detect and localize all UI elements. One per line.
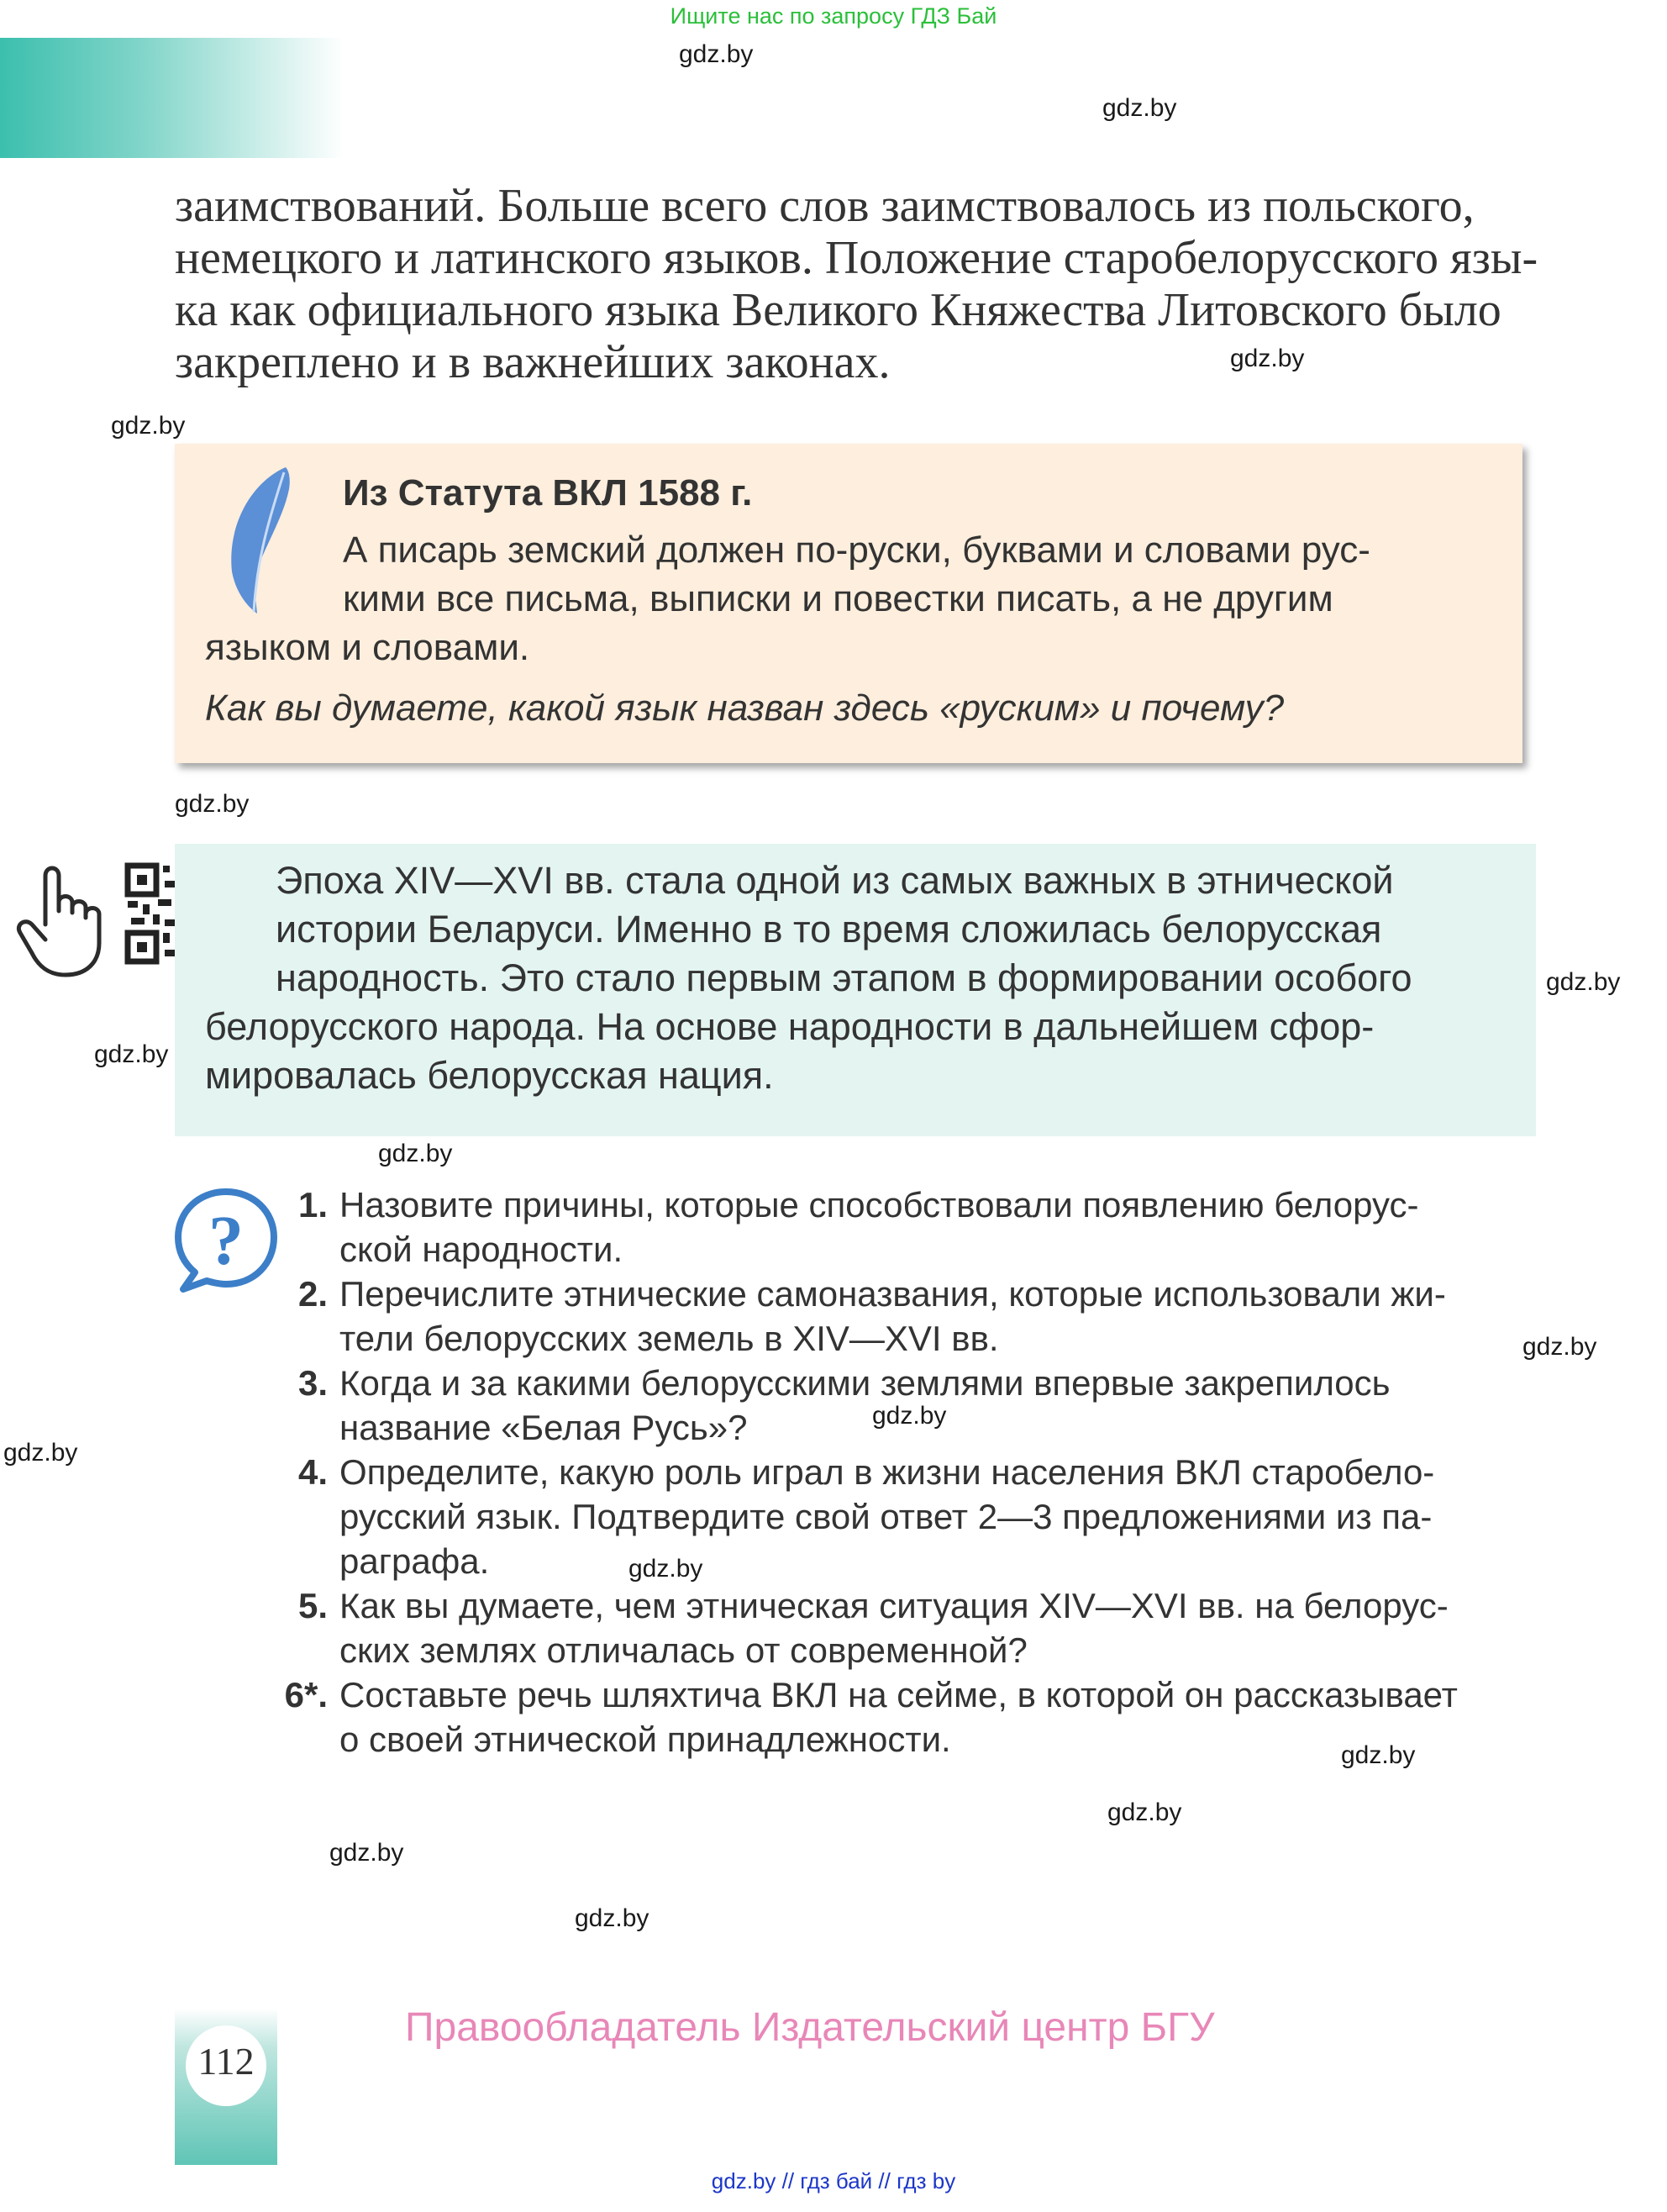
watermark: gdz.by xyxy=(1102,94,1177,122)
search-hint: Ищите нас по запросу ГДЗ Бай xyxy=(670,3,997,29)
question-line: тели белорусских земель в XIV—XVI вв. xyxy=(339,1319,999,1358)
question-bubble-icon xyxy=(173,1187,279,1293)
statute-line: кими все письма, выписки и повестки писать, а не другим xyxy=(343,578,1333,619)
question-line: Как вы думаете, чем этническая ситуация XIV—XVI вв. на белорус- xyxy=(339,1586,1449,1625)
corner-decoration xyxy=(0,38,344,158)
question-line: ских землях отличалась от современной? xyxy=(339,1630,1028,1670)
watermark: gdz.by xyxy=(1230,345,1305,372)
question-line: русский язык. Подтвердите свой ответ 2—3 предложениями из па- xyxy=(339,1497,1433,1536)
question-line: Перечислите этнические самоназвания, которые использовали жи- xyxy=(339,1274,1446,1314)
quill-icon xyxy=(220,464,296,617)
watermark: gdz.by xyxy=(378,1140,453,1167)
question-line: ской народности. xyxy=(339,1230,623,1269)
statute-question: Как вы думаете, какой язык назван здесь «руским» и почему? xyxy=(205,687,1285,729)
intro-line: закреплено и в важнейших законах. xyxy=(175,336,891,388)
intro-line: заимствований. Больше всего слов заимствовалось из польского, xyxy=(175,180,1475,232)
svg-text:?: ? xyxy=(208,1202,244,1280)
watermark: gdz.by xyxy=(679,40,754,68)
question-number: 2. xyxy=(297,1274,328,1314)
watermark: gdz.by xyxy=(3,1439,78,1467)
question-line: Назовите причины, которые способствовали появлению белорус- xyxy=(339,1185,1419,1224)
question-line: раграфа. xyxy=(339,1541,490,1581)
intro-line: ка как официального языка Великого Княжества Литовского было xyxy=(175,284,1501,336)
question-number: 4. xyxy=(297,1452,328,1492)
epoch-line: мировалась белорусская нация. xyxy=(205,1054,774,1097)
epoch-line: белорусского народа. На основе народности в дальнейшем сфор- xyxy=(205,1005,1375,1048)
watermark: gdz.by xyxy=(94,1040,169,1068)
question-number: 5. xyxy=(297,1586,328,1625)
watermark: gdz.by xyxy=(872,1402,947,1430)
question-number: 1. xyxy=(297,1185,328,1224)
page-number: 112 xyxy=(197,2040,255,2083)
statute-line: А писарь земский должен по-руски, буквами и словами рус- xyxy=(343,529,1370,571)
watermark: gdz.by xyxy=(111,412,186,440)
question-line: о своей этнической принадлежности. xyxy=(339,1720,951,1759)
watermark: gdz.by xyxy=(329,1839,404,1867)
question-line: название «Белая Русь»? xyxy=(339,1408,748,1447)
watermark: gdz.by xyxy=(1107,1799,1182,1826)
rights-holder: Правообладатель Издательский центр БГУ xyxy=(405,2005,1215,2050)
question-number: 6*. xyxy=(284,1675,328,1714)
watermark: gdz.by xyxy=(1341,1741,1416,1769)
watermark: gdz.by xyxy=(628,1555,703,1583)
question-line: Определите, какую роль играл в жизни населения ВКЛ старобело- xyxy=(339,1452,1435,1492)
watermark: gdz.by xyxy=(1546,968,1621,996)
intro-line: немецкого и латинского языков. Положение старобелорусского язы- xyxy=(175,232,1538,284)
question-line: Составьте речь шляхтича ВКЛ на сейме, в которой он рассказывает xyxy=(339,1675,1458,1714)
intro-paragraph xyxy=(175,180,1538,388)
bottom-links[interactable]: gdz.by // гдз бай // гдз by xyxy=(711,2168,956,2194)
hand-pointer-icon xyxy=(13,862,109,978)
question-number: 3. xyxy=(297,1363,328,1403)
epoch-line: истории Беларуси. Именно в то время сложилась белорусская xyxy=(276,908,1382,951)
watermark: gdz.by xyxy=(575,1904,649,1932)
question-line: Когда и за какими белорусскими землями впервые закрепилось xyxy=(339,1363,1391,1403)
watermark: gdz.by xyxy=(175,790,250,818)
statute-line: языком и словами. xyxy=(205,627,530,668)
watermark: gdz.by xyxy=(1522,1333,1597,1361)
epoch-line: народность. Это стало первым этапом в формировании особого xyxy=(276,956,1412,999)
statute-title: Из Статута ВКЛ 1588 г. xyxy=(343,472,753,514)
epoch-line: Эпоха XIV—XVI вв. стала одной из самых важных в этнической xyxy=(276,859,1394,902)
